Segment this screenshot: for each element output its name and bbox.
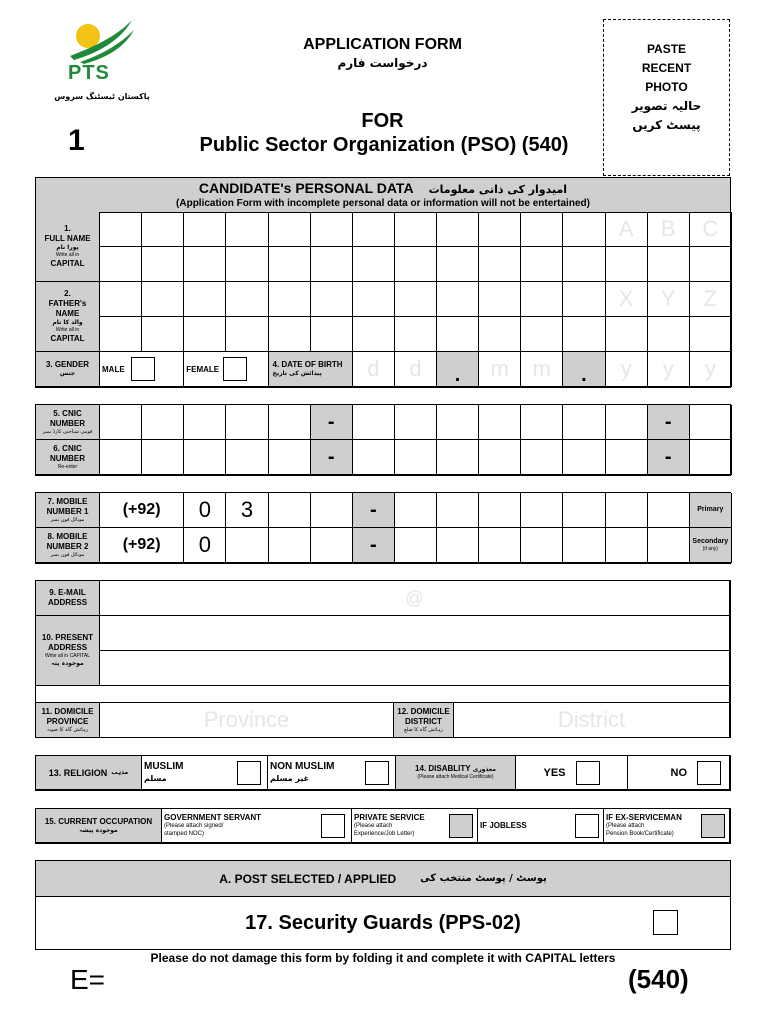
father-cell[interactable] bbox=[437, 317, 479, 352]
private-service-option[interactable]: PRIVATE SERVICE (Please attach Experience/Job Letter) bbox=[352, 809, 478, 843]
dob-cell[interactable]: d bbox=[395, 352, 437, 387]
disability-yes[interactable]: YES bbox=[516, 756, 628, 790]
district-label: 12. DOMICILE DISTRICT رہائش گاہ کا ضلع bbox=[394, 703, 454, 738]
footer-note: Please do not damage this form by folding it and complete it with CAPITAL letters bbox=[150, 951, 616, 965]
mobile-dash: - bbox=[353, 493, 395, 528]
father-cell[interactable] bbox=[142, 317, 184, 352]
name-cell[interactable] bbox=[353, 212, 395, 247]
province-label: 11. DOMICILE PROVINCE رہائش گاہ کا صوبہ bbox=[36, 703, 100, 738]
cnic-cell[interactable] bbox=[437, 440, 479, 475]
name-cell[interactable] bbox=[100, 247, 142, 282]
dob-cell[interactable]: m bbox=[521, 352, 563, 387]
jobless-option[interactable]: IF JOBLESS bbox=[478, 809, 604, 843]
mobile-cell[interactable] bbox=[648, 493, 690, 528]
dob-cell[interactable]: d bbox=[353, 352, 395, 387]
cnic-cell[interactable] bbox=[353, 440, 395, 475]
muslim-option[interactable]: MUSLIM مسلم bbox=[142, 756, 268, 790]
muslim-checkbox[interactable] bbox=[237, 761, 261, 785]
non-muslim-option[interactable]: NON MUSLIM غیر مسلم bbox=[268, 756, 396, 790]
father-cell[interactable] bbox=[606, 317, 648, 352]
mobile-cell[interactable] bbox=[479, 493, 521, 528]
cnic-cell[interactable] bbox=[226, 440, 268, 475]
cnic-grid bbox=[35, 404, 731, 476]
address-grid bbox=[35, 580, 731, 738]
name-cell[interactable] bbox=[226, 247, 268, 282]
dob-cell[interactable]: y bbox=[690, 352, 732, 387]
cnic-cell[interactable] bbox=[100, 440, 142, 475]
ex-serviceman-checkbox[interactable] bbox=[701, 814, 725, 838]
cnic-cell[interactable] bbox=[521, 405, 563, 440]
father-cell[interactable] bbox=[690, 317, 732, 352]
cnic-cell[interactable] bbox=[269, 405, 311, 440]
father-cell-hint[interactable]: X bbox=[606, 282, 648, 317]
father-cell[interactable] bbox=[479, 317, 521, 352]
form-title-urdu: درخواست فارم bbox=[337, 56, 428, 70]
cnic-dash: - bbox=[311, 440, 353, 475]
mobile-cell[interactable] bbox=[311, 528, 353, 563]
photo-text-2: RECENT bbox=[641, 61, 692, 75]
photo-box[interactable] bbox=[603, 19, 730, 176]
disability-label: 14. DISABLITY معذوری (Please attach Medical Certificate) bbox=[396, 756, 516, 790]
father-cell[interactable] bbox=[521, 282, 563, 317]
mobile-cell[interactable] bbox=[521, 528, 563, 563]
name-cell-hint[interactable]: A bbox=[606, 212, 648, 247]
private-checkbox[interactable] bbox=[449, 814, 473, 838]
name-cell[interactable] bbox=[437, 247, 479, 282]
primary-label: Primary bbox=[690, 493, 732, 528]
province-input[interactable]: Province bbox=[100, 703, 394, 738]
country-code: (+92) bbox=[100, 528, 184, 563]
mobile2-label: 8. MOBILE NUMBER 2 موبائل فون نمبر bbox=[36, 528, 100, 563]
cnic-cell[interactable] bbox=[563, 405, 605, 440]
name-cell[interactable] bbox=[311, 212, 353, 247]
cnic-cell[interactable] bbox=[606, 405, 648, 440]
name-cell[interactable] bbox=[690, 247, 732, 282]
address-line-3[interactable] bbox=[36, 686, 730, 703]
name-cell-hint[interactable]: C bbox=[690, 212, 732, 247]
no-checkbox[interactable] bbox=[697, 761, 721, 785]
mobile1-label: 7. MOBILE NUMBER 1 موبائل فون نمبر bbox=[36, 493, 100, 528]
cnic-cell[interactable] bbox=[353, 405, 395, 440]
logo-subtitle: پاکستان ٹیسٹنگ سروس bbox=[54, 92, 150, 101]
for-label: FOR bbox=[361, 110, 404, 132]
dob-separator: . bbox=[563, 352, 605, 387]
occupation-grid bbox=[35, 808, 731, 844]
jobless-checkbox[interactable] bbox=[575, 814, 599, 838]
father-cell[interactable] bbox=[184, 317, 226, 352]
name-cell[interactable] bbox=[226, 212, 268, 247]
cnic-dash: - bbox=[648, 440, 690, 475]
full-name-label: 1. FULL NAME پورا نام Write all in CAPITAL bbox=[36, 212, 100, 282]
male-checkbox[interactable] bbox=[131, 357, 155, 381]
address-line-1[interactable] bbox=[100, 616, 730, 651]
name-grid bbox=[35, 212, 731, 388]
mobile-cell[interactable] bbox=[437, 493, 479, 528]
photo-text-1: PASTE bbox=[646, 42, 687, 56]
mobile-cell[interactable] bbox=[521, 493, 563, 528]
father-cell[interactable] bbox=[269, 317, 311, 352]
father-cell-hint[interactable]: Y bbox=[648, 282, 690, 317]
cnic-cell[interactable] bbox=[142, 440, 184, 475]
cnic-cell[interactable] bbox=[184, 405, 226, 440]
dob-label: 4. DATE OF BIRTH پیدائش کی تاریخ bbox=[269, 352, 353, 387]
dob-separator: . bbox=[437, 352, 479, 387]
secondary-label: Secondary (if any) bbox=[690, 528, 732, 563]
name-cell[interactable] bbox=[184, 247, 226, 282]
gender-label: 3. GENDER جنس bbox=[36, 352, 100, 387]
personal-heading-urdu: امیدوار کی ذاتی معلومات bbox=[428, 183, 568, 196]
district-input[interactable]: District bbox=[454, 703, 730, 738]
name-cell[interactable] bbox=[648, 247, 690, 282]
govt-checkbox[interactable] bbox=[321, 814, 345, 838]
cnic-cell[interactable] bbox=[184, 440, 226, 475]
father-cell[interactable] bbox=[311, 282, 353, 317]
name-cell[interactable] bbox=[353, 247, 395, 282]
father-cell[interactable] bbox=[100, 317, 142, 352]
address-label: 10. PRESENT ADDRESS Write all in CAPITAL موجودہ پتہ bbox=[36, 616, 100, 686]
father-cell[interactable] bbox=[563, 282, 605, 317]
mobile-cell[interactable] bbox=[395, 493, 437, 528]
footer-code-right: (540) bbox=[628, 964, 689, 994]
father-cell[interactable] bbox=[226, 317, 268, 352]
cnic-dash: - bbox=[648, 405, 690, 440]
name-cell[interactable] bbox=[521, 212, 563, 247]
yes-checkbox[interactable] bbox=[576, 761, 600, 785]
photo-text-4: حالیہ تصویر bbox=[631, 99, 702, 113]
name-cell-hint[interactable]: B bbox=[648, 212, 690, 247]
mobile-cell[interactable] bbox=[563, 493, 605, 528]
post-name: 17. Security Guards (PPS-02) bbox=[245, 911, 521, 934]
email-label: 9. E-MAIL ADDRESS bbox=[36, 581, 100, 616]
father-cell[interactable] bbox=[437, 282, 479, 317]
photo-text-3: PHOTO bbox=[645, 80, 688, 94]
post-heading: A. POST SELECTED / APPLIED پوسٹ / پوسٹ منتخب کی bbox=[36, 861, 730, 897]
name-cell[interactable] bbox=[479, 212, 521, 247]
pts-logo-icon bbox=[60, 18, 140, 68]
father-cell[interactable] bbox=[311, 317, 353, 352]
cnic-cell[interactable] bbox=[226, 405, 268, 440]
personal-heading-text: CANDIDATE's PERSONAL DATA bbox=[198, 180, 414, 196]
cnic-reenter-label: 6. CNIC NUMBER Re-enter bbox=[36, 440, 100, 475]
father-cell[interactable] bbox=[100, 282, 142, 317]
father-cell[interactable] bbox=[353, 317, 395, 352]
post-checkbox[interactable] bbox=[653, 910, 678, 935]
father-cell[interactable] bbox=[395, 282, 437, 317]
mobile-cell[interactable] bbox=[269, 493, 311, 528]
name-cell[interactable] bbox=[563, 212, 605, 247]
cnic-cell[interactable] bbox=[606, 440, 648, 475]
cnic-cell[interactable] bbox=[142, 405, 184, 440]
mobile-dash: - bbox=[353, 528, 395, 563]
photo-text-5: پیسٹ کریں bbox=[632, 118, 701, 132]
name-cell[interactable] bbox=[563, 247, 605, 282]
mobile-digit[interactable]: 0 bbox=[184, 493, 226, 528]
name-cell[interactable] bbox=[142, 212, 184, 247]
occupation-label: 15. CURRENT OCCUPATION موجودہ پیشہ bbox=[36, 809, 162, 843]
cnic-cell[interactable] bbox=[479, 405, 521, 440]
religion-label: 13. RELIGION مذہب bbox=[36, 756, 142, 790]
govt-servant-option[interactable]: GOVERNMENT SERVANT (Please attach signed/ stamped NOC) bbox=[162, 809, 352, 843]
father-cell[interactable] bbox=[395, 317, 437, 352]
mobile-cell[interactable] bbox=[648, 528, 690, 563]
father-cell[interactable] bbox=[269, 282, 311, 317]
male-option[interactable]: MALE bbox=[100, 352, 184, 387]
mobile-cell[interactable] bbox=[226, 528, 268, 563]
name-cell[interactable] bbox=[184, 212, 226, 247]
address-line-2[interactable] bbox=[100, 651, 730, 686]
dob-cell[interactable]: y bbox=[648, 352, 690, 387]
disability-no[interactable]: NO bbox=[628, 756, 730, 790]
form-title: APPLICATION FORM bbox=[303, 36, 462, 53]
female-option[interactable]: FEMALE bbox=[184, 352, 268, 387]
father-cell[interactable] bbox=[353, 282, 395, 317]
cnic-cell[interactable] bbox=[690, 440, 732, 475]
mobile-digit[interactable]: 0 bbox=[184, 528, 226, 563]
name-cell[interactable] bbox=[437, 212, 479, 247]
non-muslim-checkbox[interactable] bbox=[365, 761, 389, 785]
mobile-cell[interactable] bbox=[606, 528, 648, 563]
father-cell[interactable] bbox=[563, 317, 605, 352]
ex-serviceman-option[interactable]: IF EX-SERVICEMAN (Please attach Pension Book/Certificate) bbox=[604, 809, 730, 843]
dob-cell[interactable] bbox=[36, 387, 100, 388]
cnic-cell[interactable] bbox=[437, 405, 479, 440]
name-cell[interactable] bbox=[521, 247, 563, 282]
personal-data-heading bbox=[35, 177, 731, 213]
mobile-digit[interactable]: 3 bbox=[226, 493, 268, 528]
country-code: (+92) bbox=[100, 493, 184, 528]
mobile-cell[interactable] bbox=[563, 528, 605, 563]
dob-cell[interactable]: y bbox=[606, 352, 648, 387]
father-name-label: 2. FATHER's NAME والد کا نام Write all in CAPITAL bbox=[36, 282, 100, 352]
email-input[interactable]: @ bbox=[100, 581, 730, 616]
mobile-cell[interactable] bbox=[437, 528, 479, 563]
organization-title: Public Sector Organization (PSO) (540) bbox=[199, 134, 569, 156]
name-cell[interactable] bbox=[395, 247, 437, 282]
cnic-cell[interactable] bbox=[563, 440, 605, 475]
name-cell[interactable] bbox=[269, 247, 311, 282]
father-cell[interactable] bbox=[648, 317, 690, 352]
mobile-cell[interactable] bbox=[395, 528, 437, 563]
female-checkbox[interactable] bbox=[223, 357, 247, 381]
name-cell[interactable] bbox=[606, 247, 648, 282]
father-cell-hint[interactable]: Z bbox=[690, 282, 732, 317]
name-cell[interactable] bbox=[269, 212, 311, 247]
name-cell[interactable] bbox=[311, 247, 353, 282]
religion-grid bbox=[35, 755, 731, 791]
father-cell[interactable] bbox=[184, 282, 226, 317]
father-cell[interactable] bbox=[226, 282, 268, 317]
father-cell[interactable] bbox=[521, 317, 563, 352]
name-cell[interactable] bbox=[142, 247, 184, 282]
mobile-cell[interactable] bbox=[311, 493, 353, 528]
name-cell[interactable] bbox=[100, 212, 142, 247]
cnic-label: 5. CNIC NUMBER قومی شناختی کارڈ نمبر bbox=[36, 405, 100, 440]
cnic-cell[interactable] bbox=[100, 405, 142, 440]
father-cell[interactable] bbox=[142, 282, 184, 317]
cnic-cell[interactable] bbox=[395, 405, 437, 440]
cnic-cell[interactable] bbox=[479, 440, 521, 475]
mobile-cell[interactable] bbox=[606, 493, 648, 528]
cnic-cell[interactable] bbox=[521, 440, 563, 475]
post-row[interactable] bbox=[36, 897, 730, 949]
cnic-cell[interactable] bbox=[690, 405, 732, 440]
mobile-grid bbox=[35, 492, 731, 564]
post-section bbox=[35, 860, 731, 950]
cnic-cell[interactable] bbox=[269, 440, 311, 475]
cnic-dash: - bbox=[311, 405, 353, 440]
cnic-cell[interactable] bbox=[395, 440, 437, 475]
pts-logo bbox=[60, 18, 140, 88]
footer-code-left: E= bbox=[70, 964, 106, 995]
form-number: 1 bbox=[68, 124, 85, 157]
personal-note: (Application Form with incomplete personal data or information will not be entertained) bbox=[176, 198, 590, 209]
name-cell[interactable] bbox=[395, 212, 437, 247]
mobile-cell[interactable] bbox=[269, 528, 311, 563]
name-cell[interactable] bbox=[479, 247, 521, 282]
father-cell[interactable] bbox=[479, 282, 521, 317]
dob-cell[interactable]: m bbox=[479, 352, 521, 387]
logo-text: PTS bbox=[68, 62, 110, 84]
mobile-cell[interactable] bbox=[479, 528, 521, 563]
